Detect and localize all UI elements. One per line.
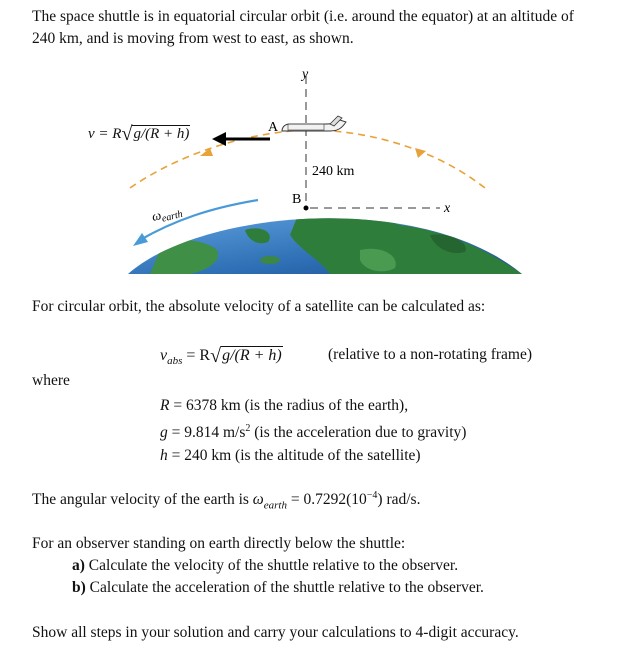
- figure-v-root: g/(R + h): [133, 126, 190, 142]
- definitions-list: [160, 394, 466, 467]
- shuttle-orbit-figure: [0, 60, 628, 285]
- angular-velocity-text: The angular velocity of the earth is $\omega_{earth} = 0.7292(10^{-4})$ rad/s.: [32, 490, 421, 512]
- point-b-label: B: [292, 192, 302, 207]
- orbit-text: For circular orbit, the absolute velocity of a satellite can be calculated as:: [32, 298, 486, 315]
- earth-surface: [128, 206, 522, 274]
- part-b: b) Calculate the acceleration of the shuttle relative to the observer.: [72, 579, 484, 596]
- vabs-sub: abs: [167, 355, 183, 368]
- y-axis-label: y: [302, 67, 309, 82]
- vabs-symbol: v: [160, 347, 168, 364]
- sqrt-icon: √: [210, 345, 222, 367]
- vabs-note: (relative to a non-rotating frame): [328, 346, 532, 363]
- def-radius: R = 6378 km (is the radius of the earth),: [160, 397, 409, 414]
- point-b-dot: [304, 206, 309, 211]
- def-gravity: g = 9.814 $m/s^2$ (is the acceleration due to gravity): [160, 423, 467, 442]
- orbit-arrow-right: [415, 148, 426, 158]
- question-parts: [72, 555, 484, 599]
- problem-intro: The space shuttle is in equatorial circular orbit (i.e. around the equator) at an altitude of 240 km, and is moving from west to east, as shown.: [32, 8, 574, 47]
- vabs-formula: [160, 343, 283, 367]
- figure-v-lhs: v = R: [88, 126, 122, 142]
- def-altitude: h = 240 km (is the altitude of the satellite): [160, 447, 421, 465]
- sqrt-icon: √: [121, 123, 133, 145]
- velocity-arrowhead-icon: [212, 132, 226, 146]
- shuttle-icon: [282, 116, 346, 131]
- observer-text: For an observer standing on earth directly below the shuttle:: [32, 535, 406, 552]
- figure-velocity-formula: [88, 121, 190, 144]
- where-label: where: [32, 372, 70, 389]
- omega-earth-label: $\omega_{earth}$: [150, 207, 184, 225]
- closing-instruction: Show all steps in your solution and carry your calculations to 4-digit accuracy.: [32, 624, 519, 641]
- point-a-label: A: [268, 120, 279, 135]
- x-axis-label: x: [444, 201, 451, 216]
- altitude-label: 240 km: [312, 164, 355, 179]
- part-a: a) Calculate the velocity of the shuttle relative to the observer.: [72, 557, 459, 574]
- vabs-eq: = R: [182, 347, 211, 364]
- vabs-root: g/(R + h): [222, 347, 282, 364]
- earth-rotation-arrowhead-icon: [133, 233, 148, 246]
